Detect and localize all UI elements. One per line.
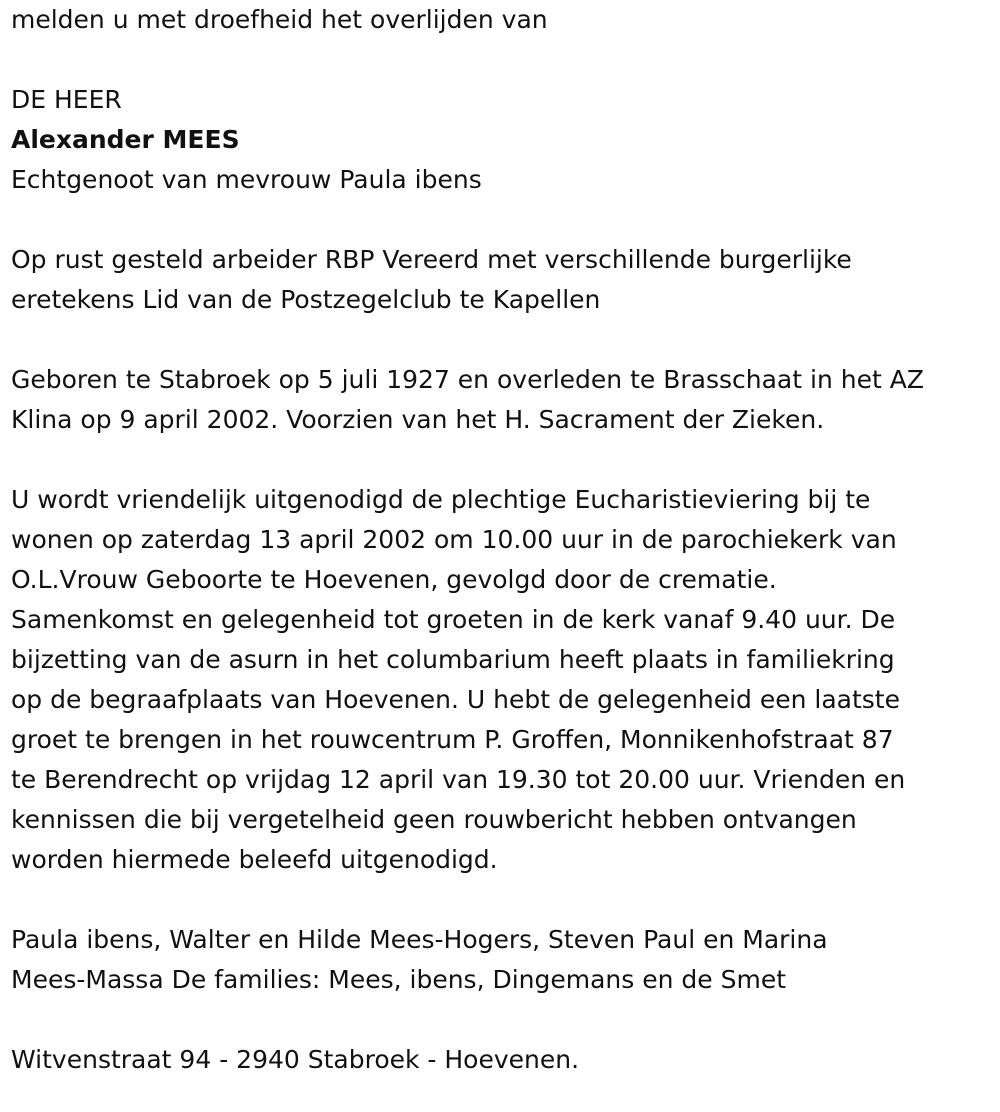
- ceremony-line: O.L.Vrouw Geboorte te Hoevenen, gevolgd door de crematie.: [11, 565, 777, 594]
- ceremony-line: te Berendrecht op vrijdag 12 april van 19.30 tot 20.00 uur. Vrienden en: [11, 765, 906, 794]
- ceremony-line: op de begraafplaats van Hoevenen. U hebt de gelegenheid een laatste: [11, 685, 900, 714]
- spacer: [11, 1000, 991, 1040]
- birth-death-line: Geboren te Stabroek op 5 juli 1927 en overleden te Brasschaat in het AZ: [11, 365, 924, 394]
- ceremony-line: Samenkomst en gelegenheid tot groeten in de kerk vanaf 9.40 uur. De: [11, 605, 896, 634]
- spacer: [11, 40, 991, 80]
- birth-death-line: Klina op 9 april 2002. Voorzien van het H. Sacrament der Zieken.: [11, 405, 825, 434]
- family-line: Paula ibens, Walter en Hilde Mees-Hogers, Steven Paul en Marina: [11, 925, 828, 954]
- spacer: [11, 440, 991, 480]
- address-text: Witvenstraat 94 - 2940 Stabroek - Hoevenen.: [11, 1045, 580, 1074]
- ceremony-line: bijzetting van de asurn in het columbarium heeft plaats in familiekring: [11, 645, 895, 674]
- family-paragraph: [11, 920, 991, 1000]
- intro-text: melden u met droefheid het overlijden van: [11, 5, 548, 34]
- ceremony-line: wonen op zaterdag 13 april 2002 om 10.00 uur in de parochiekerk van: [11, 525, 897, 554]
- title-prefix: DE HEER: [11, 85, 122, 114]
- occupation-paragraph: [11, 240, 991, 320]
- occupation-line: eretekens Lid van de Postzegelclub te Kapellen: [11, 285, 601, 314]
- birth-death-paragraph: [11, 360, 991, 440]
- spacer: [11, 320, 991, 360]
- family-line: Mees-Massa De families: Mees, ibens, Dingemans en de Smet: [11, 965, 787, 994]
- ceremony-paragraph: [11, 480, 991, 880]
- spacer: [11, 880, 991, 920]
- spouse-text: Echtgenoot van mevrouw Paula ibens: [11, 165, 482, 194]
- ceremony-line: worden hiermede beleefd uitgenodigd.: [11, 845, 498, 874]
- spacer: [11, 200, 991, 240]
- ceremony-line: kennissen die bij vergetelheid geen rouwbericht hebben ontvangen: [11, 805, 857, 834]
- ceremony-line: groet te brengen in het rouwcentrum P. Groffen, Monnikenhofstraat 87: [11, 725, 894, 754]
- deceased-name: Alexander MEES: [11, 125, 240, 154]
- obituary-document: [11, 0, 991, 1080]
- occupation-line: Op rust gesteld arbeider RBP Vereerd met verschillende burgerlijke: [11, 245, 852, 274]
- ceremony-line: U wordt vriendelijk uitgenodigd de plechtige Eucharistieviering bij te: [11, 485, 871, 514]
